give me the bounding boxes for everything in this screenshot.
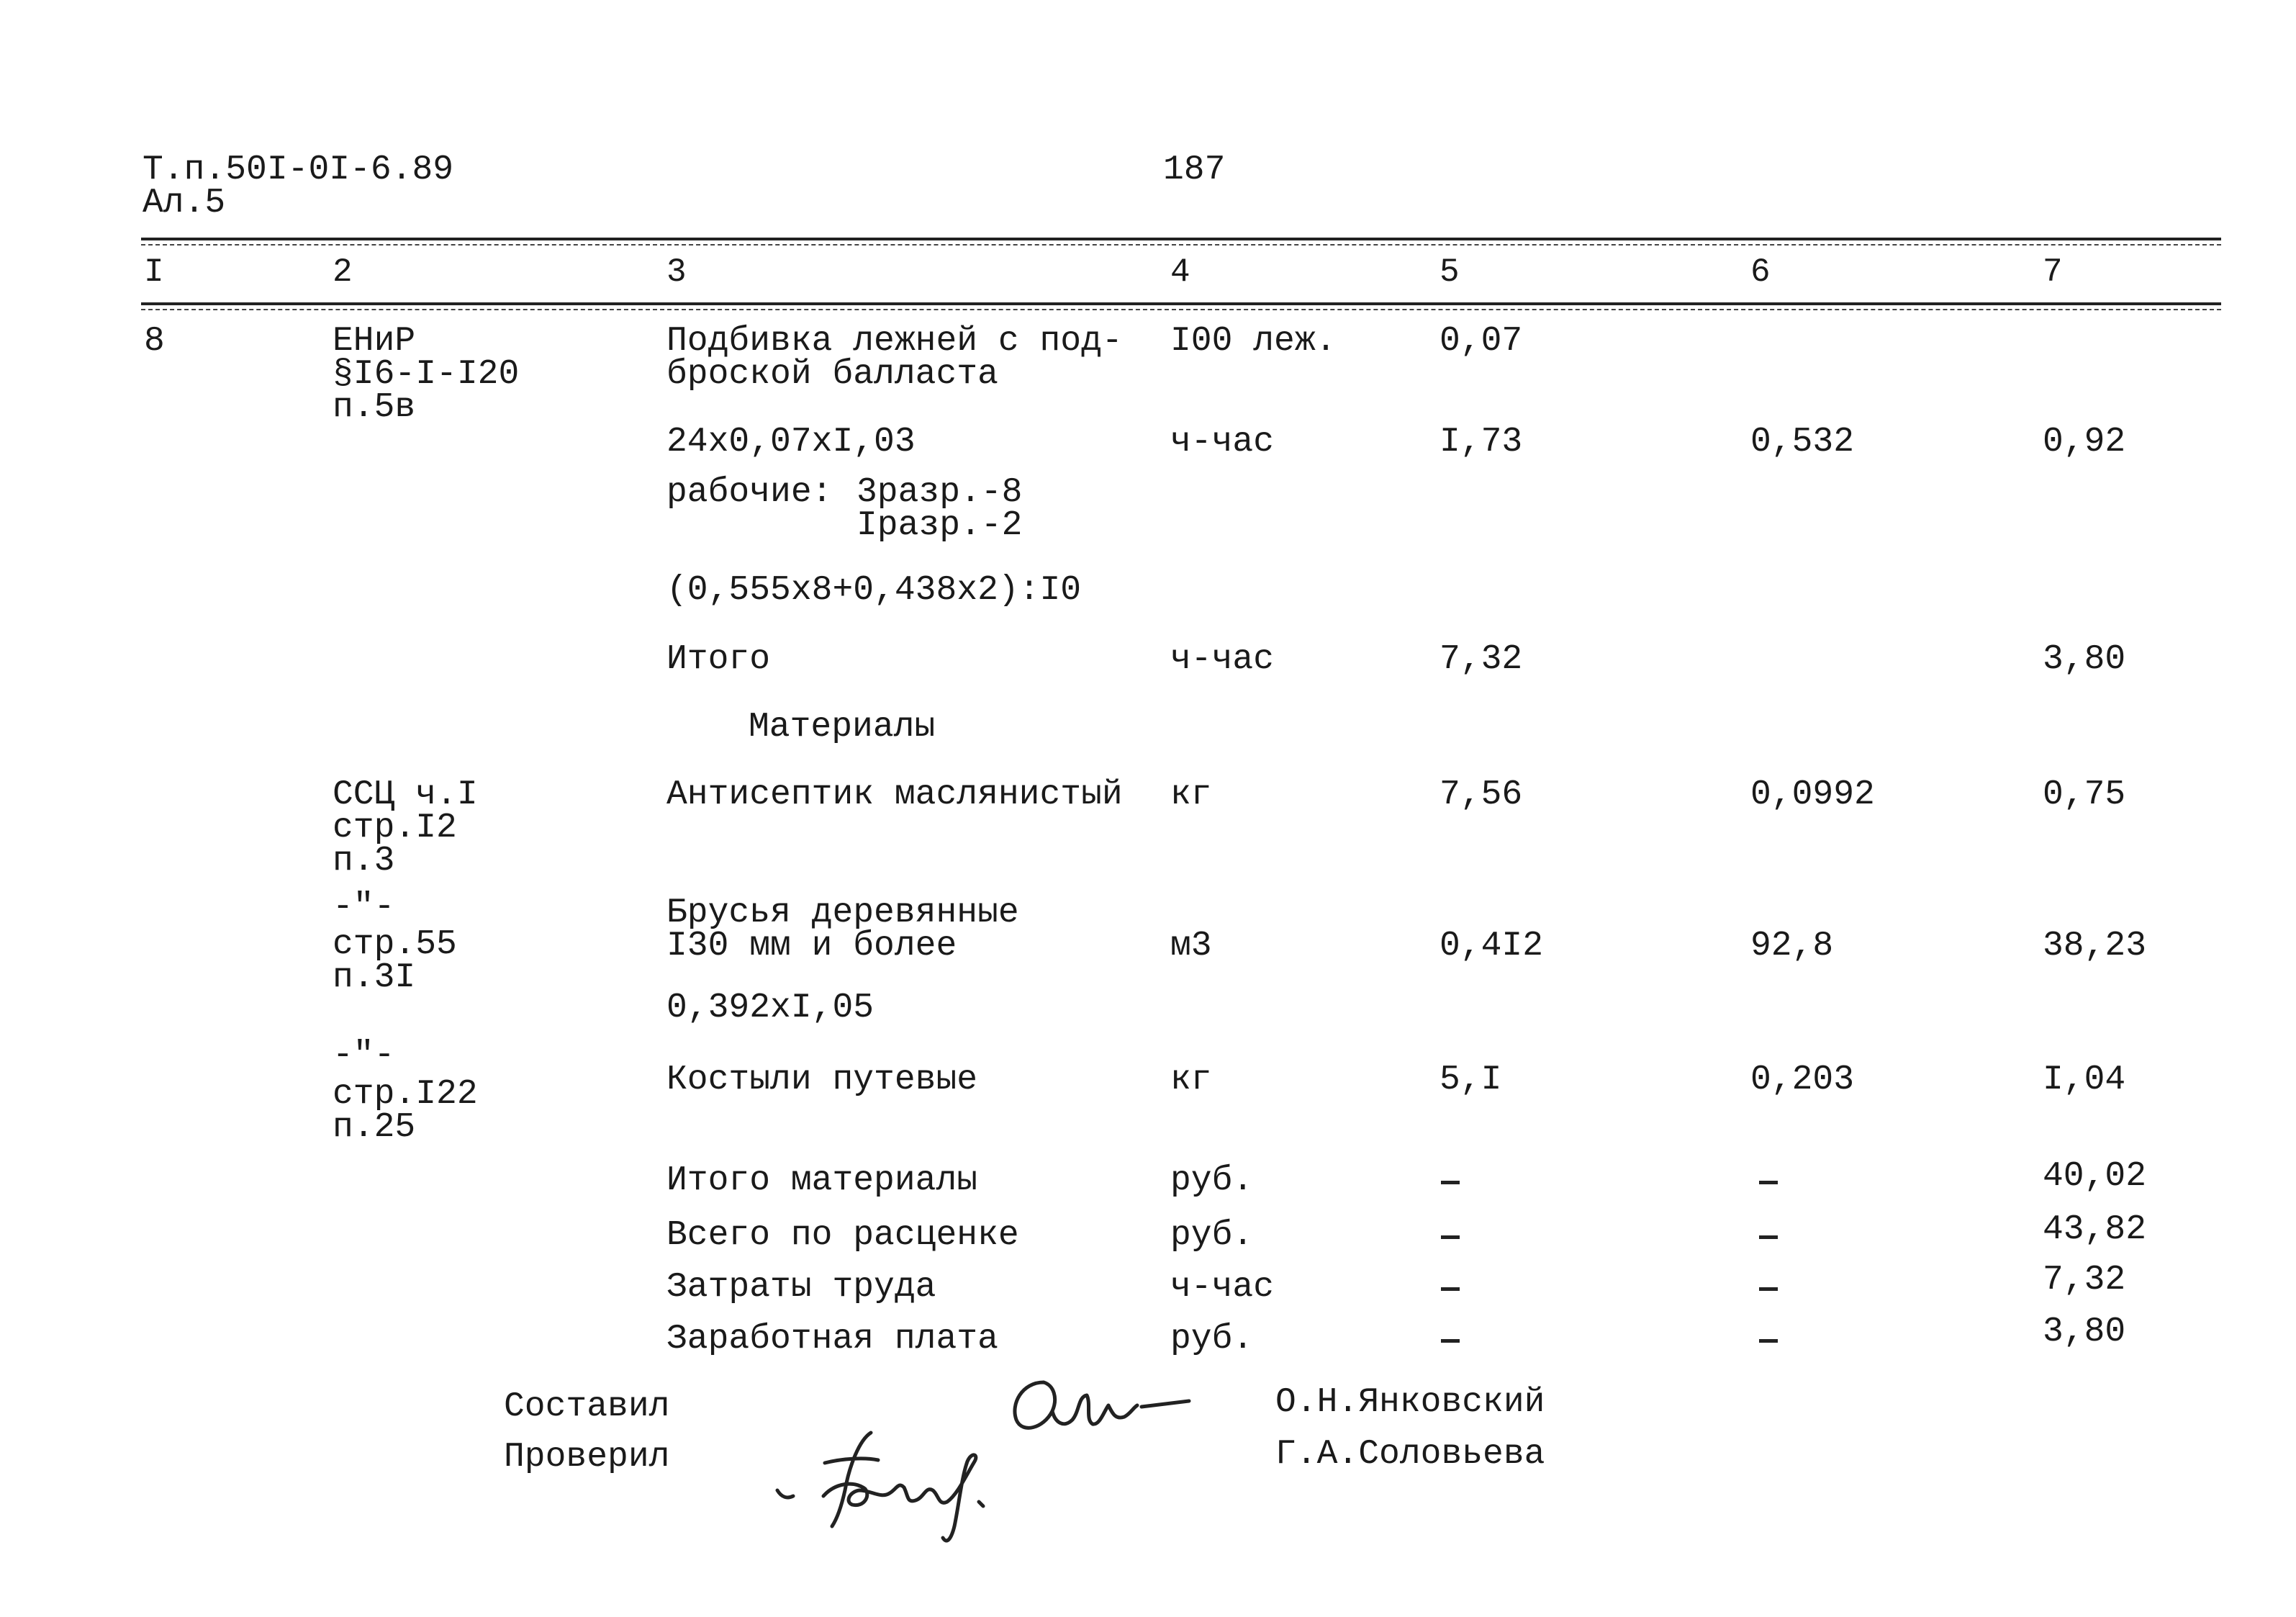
labor-formula: 24х0,07хI,03 [666, 423, 916, 461]
column-number-3: 3 [666, 253, 687, 291]
summary-unit: руб. [1170, 1320, 1254, 1359]
norm-basis-line-3: п.5в [333, 388, 416, 427]
empty-quantity-dash [1441, 1181, 1460, 1184]
column-number-7: 7 [2043, 253, 2063, 291]
rate-formula: (0,555х8+0,438х2):I0 [666, 571, 1082, 610]
column-number-4: 4 [1170, 253, 1190, 291]
material-3-name: Костыли путевые [666, 1060, 978, 1099]
material-1-basis-line-2: стр.I2 [333, 808, 457, 847]
document-reference: Т.п.50I-0I-6.89 [143, 150, 454, 189]
summary-unit: руб. [1170, 1216, 1254, 1255]
summary-value: 43,82 [2043, 1210, 2147, 1249]
total-label: Итого [666, 640, 771, 679]
empty-price-dash [1759, 1339, 1778, 1343]
labor-unit: ч-час [1170, 423, 1275, 461]
page-number: 187 [1163, 150, 1226, 189]
empty-price-dash [1759, 1287, 1778, 1291]
material-1-name: Антисептик маслянистый [666, 775, 1123, 814]
header-bottom-rule [141, 302, 2221, 305]
labor-price: 0,532 [1750, 423, 1855, 461]
material-1-basis-line-1: ССЦ ч.I [333, 775, 478, 814]
summary-value: 40,02 [2043, 1157, 2147, 1196]
material-2-cost: 38,23 [2043, 927, 2147, 965]
empty-quantity-dash [1441, 1287, 1460, 1291]
column-number-1: I [144, 253, 164, 291]
summary-value: 3,80 [2043, 1312, 2126, 1351]
checked-by-name: Г.А.Соловьева [1275, 1435, 1545, 1474]
material-2-name-line-2: I30 мм и более [666, 927, 957, 965]
compiler-signature [1000, 1353, 1195, 1447]
material-3-unit: кг [1170, 1060, 1212, 1099]
material-2-formula: 0,392хI,05 [666, 988, 874, 1027]
checker-signature [763, 1411, 1000, 1548]
norm-basis-line-2: §I6-I-I20 [333, 355, 520, 394]
material-3-basis-line-1: -"- [333, 1036, 395, 1075]
album-number: Ал.5 [143, 184, 226, 222]
empty-quantity-dash [1441, 1235, 1460, 1239]
checked-by-label: Проверил [504, 1438, 670, 1477]
summary-value: 7,32 [2043, 1261, 2126, 1300]
row-number: 8 [144, 322, 165, 361]
summary-label: Заработная плата [666, 1320, 998, 1359]
summary-label: Всего по расценке [666, 1216, 1019, 1255]
material-3-price: 0,203 [1750, 1060, 1855, 1099]
workers-grade-2: Iразр.-2 [857, 506, 1023, 545]
total-unit: ч-час [1170, 640, 1275, 679]
material-1-cost: 0,75 [2043, 775, 2126, 814]
material-2-basis-line-2: стр.55 [333, 925, 457, 964]
material-3-quantity: 5,I [1439, 1060, 1502, 1099]
empty-price-dash [1759, 1181, 1778, 1184]
summary-unit: руб. [1170, 1161, 1254, 1200]
column-number-5: 5 [1439, 253, 1460, 291]
material-2-name-line-1: Брусья деревянные [666, 893, 1019, 932]
materials-heading: Материалы [749, 708, 936, 747]
work-unit: I00 леж. [1170, 322, 1337, 361]
material-1-quantity: 7,56 [1439, 775, 1523, 814]
column-number-6: 6 [1750, 253, 1771, 291]
work-name-line-1: Подбивка лежней с под- [666, 322, 1123, 361]
material-3-basis-line-3: п.25 [333, 1108, 416, 1147]
total-quantity: 7,32 [1439, 640, 1523, 679]
summary-unit: ч-час [1170, 1268, 1275, 1307]
work-name-line-2: броской балласта [666, 355, 998, 394]
material-3-cost: I,04 [2043, 1060, 2126, 1099]
work-quantity: 0,07 [1439, 322, 1523, 361]
material-3-basis-line-2: стр.I22 [333, 1075, 478, 1114]
labor-quantity: I,73 [1439, 423, 1523, 461]
norm-basis-line-1: ЕНиР [333, 322, 416, 361]
header-top-rule [141, 238, 2221, 240]
total-cost: 3,80 [2043, 640, 2126, 679]
summary-label: Итого материалы [666, 1161, 978, 1200]
empty-quantity-dash [1441, 1339, 1460, 1343]
material-2-quantity: 0,4I2 [1439, 927, 1544, 965]
compiled-by-name: О.Н.Янковский [1275, 1383, 1545, 1422]
material-2-basis-line-1: -"- [333, 888, 395, 927]
workers-label: рабочие: [666, 473, 833, 512]
labor-cost: 0,92 [2043, 423, 2126, 461]
material-1-unit: кг [1170, 775, 1212, 814]
column-number-2: 2 [333, 253, 353, 291]
workers-grade-1: 3разр.-8 [857, 473, 1023, 512]
material-2-price: 92,8 [1750, 927, 1834, 965]
material-1-basis-line-3: п.3 [333, 842, 395, 880]
material-1-price: 0,0992 [1750, 775, 1875, 814]
empty-price-dash [1759, 1235, 1778, 1239]
compiled-by-label: Составил [504, 1387, 670, 1426]
material-2-basis-line-3: п.3I [333, 958, 416, 997]
material-2-unit: м3 [1170, 927, 1212, 965]
summary-label: Затраты труда [666, 1268, 936, 1307]
